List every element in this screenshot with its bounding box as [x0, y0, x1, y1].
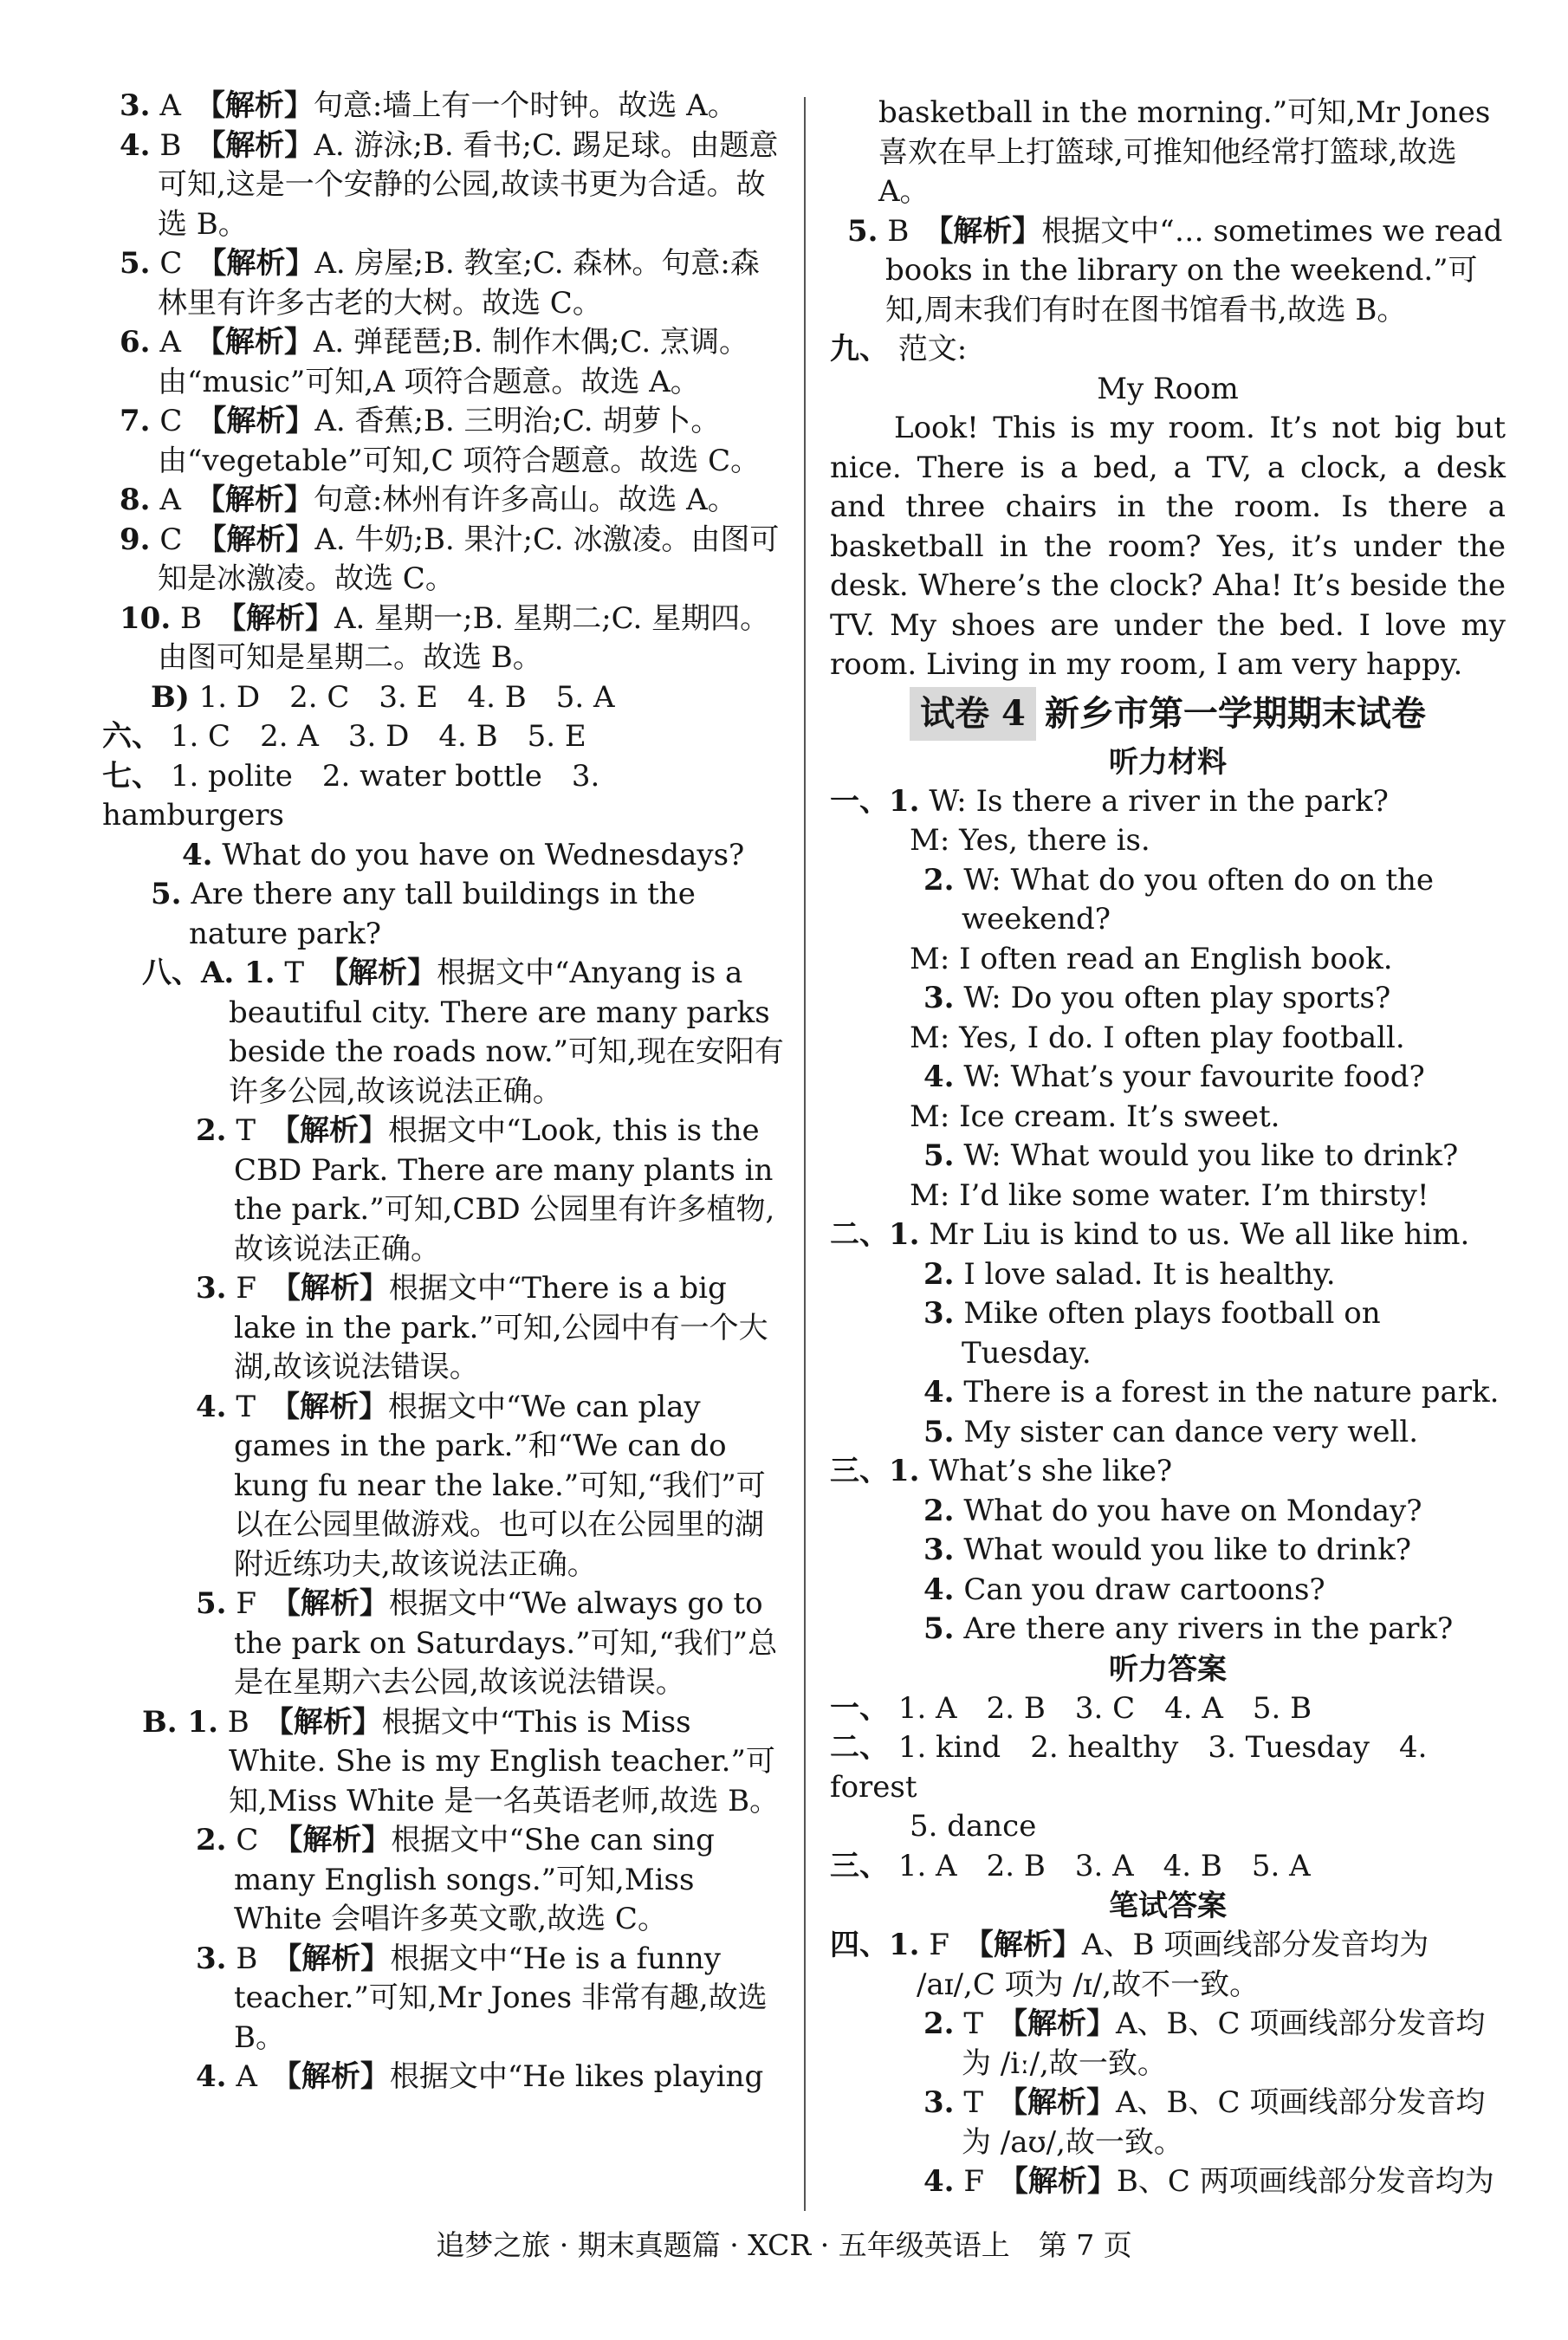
item-text: 1. A 2. B 3. A 4. B 5. A [897, 1848, 1311, 1883]
item-text: A、B、C 项画线部分发音均为 /aʊ/,故一致。 [962, 2085, 1486, 2160]
left-item [102, 1821, 787, 1940]
item-number: 4. [196, 2059, 227, 2094]
listening-item [830, 1373, 1506, 1413]
item-answer: T [236, 1389, 256, 1424]
listening-item [830, 1176, 1506, 1216]
item-number: B. 1. [142, 1704, 218, 1740]
item-text: A. 香蕉;B. 三明治;C. 胡萝卜。由“vegetable”可知,C 项符合题意。故选 C。 [158, 404, 761, 478]
item-number: 九、 [830, 332, 889, 366]
listening-item [830, 979, 1506, 1019]
left-item [102, 1703, 787, 1822]
left-item [102, 521, 787, 600]
item-number: 六、 [102, 719, 161, 754]
item-text: 1. D 2. C 3. E 4. B 5. A [198, 679, 615, 715]
item-analysis-tag: 【解析】 [211, 404, 315, 438]
item-number: 二、1. [830, 1217, 920, 1252]
item-text: 根据文中“We can play games in the park.”和“We can do kung fu near the lake.”可知,“我们”可以在公园里做游戏。也可以在公园里的湖附近练功夫,故该说法正确。 [234, 1389, 766, 1582]
item-text: 句意:墙上有一个时钟。故选 A。 [313, 88, 737, 123]
item-number: 3. [923, 981, 955, 1015]
item-text: There is a forest in the nature park. [963, 1375, 1500, 1410]
item-answer: T [963, 2006, 983, 2041]
item-analysis-tag: 【解析】 [286, 2059, 390, 2094]
test4-title [830, 687, 1506, 741]
item-text: 句意:林州有许多高山。故选 A。 [313, 483, 737, 517]
item-analysis-tag: 【解析】 [230, 600, 334, 636]
right-item [830, 330, 1506, 370]
item-analysis-tag: 【解析】 [210, 483, 314, 517]
item-number: 3. [923, 1533, 955, 1567]
item-text: 1. C 2. A 3. D 4. B 5. E [170, 719, 586, 754]
item-analysis-tag: 【解析】 [278, 1704, 382, 1740]
item-text: basketball in the morning.”可知,Mr Jones 喜欢在早上打篮球,可推知他经常打篮球,故选 A。 [878, 95, 1491, 209]
left-item [102, 1269, 787, 1388]
item-number: 4. [923, 1375, 955, 1410]
item-text: A、B 项画线部分发音均为 /aɪ/,C 项为 /ɪ/,故不一致。 [917, 1928, 1429, 2002]
listening-item [830, 821, 1506, 861]
item-number: 5. [923, 1138, 955, 1173]
item-answer: B [179, 600, 202, 636]
item-analysis-tag: 【解析】 [938, 213, 1042, 249]
item-answer: C [159, 522, 183, 557]
item-text: 1. kind 2. healthy 3. Tuesday 4. forest [830, 1730, 1428, 1805]
item-text: Are there any rivers in the park? [963, 1611, 1454, 1646]
item-answer: B [227, 1704, 249, 1740]
listening-item [830, 1452, 1506, 1492]
listening-item [830, 1571, 1506, 1611]
test4-mark: 试卷 4 [910, 687, 1036, 741]
item-number: 8. [120, 483, 151, 517]
item-number: 3. [196, 1941, 227, 1976]
item-answer: F [963, 2164, 984, 2199]
item-text: W: Do you often play sports? [963, 981, 1391, 1015]
item-number: 四、1. [830, 1928, 920, 1962]
item-number: 5. [120, 246, 151, 281]
item-text: 根据文中“… sometimes we read books in the library on the weekend.”可知,周末我们有时在图书馆看书,故选 B。 [885, 213, 1503, 327]
left-item [102, 954, 787, 1112]
item-number: 5. [847, 213, 878, 249]
listening-item [830, 1215, 1506, 1255]
item-text: Mr Liu is kind to us. We all like him. [929, 1217, 1470, 1252]
left-item [102, 402, 787, 481]
item-number: 5. [923, 1611, 955, 1646]
item-answer: C [159, 246, 183, 281]
item-text: M: I often read an English book. [910, 941, 1393, 976]
item-text: My sister can dance very well. [963, 1414, 1419, 1449]
right-item [830, 94, 1506, 212]
item-number: 2. [923, 2006, 955, 2041]
listening-item [830, 1058, 1506, 1098]
item-answer: A [236, 2059, 257, 2094]
item-analysis-tag: 【解析】 [287, 1941, 391, 1976]
listening-answer-item [830, 1807, 1506, 1847]
item-text: A. 牛奶;B. 果汁;C. 冰激凌。由图可知是冰激凌。故选 C。 [158, 522, 780, 596]
item-number: 3. [923, 1296, 955, 1331]
item-number: 一、1. [830, 783, 920, 819]
written-answer-item [830, 2162, 1506, 2202]
item-answer: C [236, 1823, 259, 1857]
item-number: 5. [151, 877, 182, 911]
item-number: 7. [120, 404, 151, 438]
item-analysis-tag: 【解析】 [211, 127, 314, 163]
left-item [102, 678, 787, 718]
item-analysis-tag: 【解析】 [210, 325, 314, 360]
item-answer: A [159, 88, 181, 123]
left-item [102, 1940, 787, 2058]
item-text: What would you like to drink? [963, 1533, 1412, 1567]
item-text: M: I’d like some water. I’m thirsty! [910, 1177, 1429, 1213]
item-number: 三、1. [830, 1454, 920, 1488]
written-answer-item [830, 2005, 1506, 2084]
test4-title-text: 新乡市第一学期期末试卷 [1044, 692, 1426, 734]
item-analysis-tag: 【解析】 [288, 1823, 392, 1857]
item-analysis-tag: 【解析】 [1013, 2006, 1116, 2041]
item-number: 10. [120, 600, 172, 636]
left-item [102, 836, 787, 876]
item-text: 根据文中“There is a big lake in the park.”可知,公园中有一个大湖,故该说法错误。 [234, 1271, 768, 1384]
item-answer: T [284, 956, 305, 990]
listening-item [830, 940, 1506, 980]
item-analysis-tag: 【解析】 [1013, 2085, 1116, 2120]
item-number: 4. [923, 2164, 955, 2199]
item-number: 4. [923, 1060, 955, 1094]
item-text: 根据文中“This is Miss White. She is my English teacher.”可知,Miss White 是一名英语老师,故选 B。 [229, 1704, 780, 1818]
item-text: 根据文中“He is a funny teacher.”可知,Mr Jones 非常有趣,故选 B。 [234, 1941, 768, 2055]
item-text: B、C 两项画线部分发音均为 [1116, 2164, 1494, 2199]
listening-answer-item [830, 1847, 1506, 1887]
left-item [102, 1112, 787, 1269]
item-text: W: What would you like to drink? [963, 1138, 1459, 1173]
listening-item [830, 1492, 1506, 1532]
item-answer: F [236, 1271, 256, 1306]
item-text: 1. A 2. B 3. C 4. A 5. B [897, 1690, 1312, 1726]
listening-material-heading: 听力材料 [1109, 744, 1227, 780]
left-item [102, 126, 787, 245]
left-item [102, 323, 787, 402]
item-text: W: What’s your favourite food? [963, 1060, 1425, 1094]
listening-item [830, 782, 1506, 822]
item-number: 2. [196, 1113, 227, 1148]
left-item [102, 2058, 787, 2097]
right-column [830, 94, 1506, 2202]
item-number: 2. [923, 1493, 955, 1528]
item-text: 根据文中“We always go to the park on Saturdays.”可知,“我们”总是在星期六去公园,故该说法错误。 [234, 1586, 778, 1700]
item-analysis-tag: 【解析】 [978, 1928, 1082, 1962]
item-text: W: Is there a river in the park? [929, 783, 1389, 819]
item-text: A. 弹琵琶;B. 制作木偶;C. 烹调。由“music”可知,A 项符合题意。故选 A。 [158, 325, 748, 399]
item-number: B) [151, 679, 190, 715]
right-item [830, 212, 1506, 331]
item-text: I love salad. It is healthy. [963, 1256, 1336, 1292]
item-number: 2. [196, 1823, 227, 1857]
item-text: What’s she like? [929, 1454, 1173, 1488]
item-analysis-tag: 【解析】 [211, 522, 315, 557]
item-answer: A [159, 483, 181, 517]
left-item [102, 1388, 787, 1585]
item-answer: F [236, 1586, 256, 1621]
item-analysis-tag: 【解析】 [285, 1271, 389, 1306]
item-text: A. 游泳;B. 看书;C. 踢足球。由题意可知,这是一个安静的公园,故读书更为合适。故选 B。 [158, 127, 779, 242]
item-text: A、B、C 项画线部分发音均为 /iː/,故一致。 [962, 2006, 1486, 2081]
item-text: M: Ice cream. It’s sweet. [910, 1099, 1280, 1134]
item-analysis-tag: 【解析】 [211, 246, 315, 281]
page-footer: 追梦之旅 · 期末真题篇 · XCR · 五年级英语上 第 7 页 [436, 2228, 1132, 2262]
item-text: 根据文中“Look, this is the CBD Park. There are many plants in the park.”可知,CBD 公园里有许多植物,故该说法正确。 [234, 1113, 775, 1267]
item-text: 范文: [897, 332, 968, 366]
listening-answer-item [830, 1728, 1506, 1807]
item-answer: F [929, 1928, 949, 1962]
item-answer: B [159, 127, 182, 163]
item-number: 2. [923, 862, 955, 898]
item-analysis-tag: 【解析】 [285, 1389, 388, 1424]
item-analysis-tag: 【解析】 [334, 956, 437, 990]
written-answer-item [830, 2084, 1506, 2162]
item-answer: T [236, 1113, 256, 1148]
item-analysis-tag: 【解析】 [285, 1113, 388, 1148]
listening-item [830, 1610, 1506, 1650]
item-number: 七、 [102, 758, 161, 794]
item-text: M: Yes, there is. [910, 823, 1150, 858]
item-number: 八、A. 1. [142, 956, 275, 990]
essay-title: My Room [1097, 371, 1239, 406]
item-number: 二、 [830, 1730, 889, 1765]
written-answers-heading: 笔试答案 [1109, 1889, 1227, 1923]
item-text: What do you have on Wednesdays? [222, 837, 745, 872]
item-number: 4. [923, 1572, 955, 1607]
item-answer: C [159, 404, 183, 438]
left-item [102, 875, 787, 954]
listening-item [830, 1137, 1506, 1176]
item-answer: B [887, 213, 910, 249]
column-divider [804, 97, 806, 2211]
item-analysis-tag: 【解析】 [1013, 2164, 1117, 2199]
item-text: A. 星期一;B. 星期二;C. 星期四。由图可知是星期二。故选 B。 [158, 600, 770, 675]
item-number: 三、 [830, 1848, 889, 1883]
listening-item [830, 1255, 1506, 1295]
item-text: 根据文中“He likes playing [389, 2059, 764, 2094]
item-answer: A [159, 325, 181, 360]
item-text: M: Yes, I do. I often play football. [910, 1020, 1405, 1055]
listening-item [830, 1413, 1506, 1453]
item-number: 5. [923, 1414, 955, 1449]
item-number: 3. [120, 88, 151, 123]
item-text: 根据文中“Anyang is a beautiful city. There are many parks beside the roads now.”可知,现在安阳有许多公园,故该说法正确。 [229, 956, 784, 1109]
listening-answers-heading: 听力答案 [1109, 1651, 1227, 1687]
listening-item [830, 1019, 1506, 1059]
item-number: 3. [923, 2085, 955, 2120]
item-number: 3. [196, 1271, 227, 1306]
item-analysis-tag: 【解析】 [210, 88, 314, 123]
essay-body: Look! This is my room. It’s not big but nice. There is a bed, a TV, a clock, a desk and three chairs in the room. Is there a basketball in the room? Yes, it’s under the desk. Where’s the clock? Aha! It’s beside the TV. My shoes are under the bed. I love my room. Living in my room, I am very happy. [830, 411, 1506, 682]
item-number: 2. [923, 1256, 955, 1292]
left-column [102, 87, 787, 2097]
left-item [102, 1585, 787, 1703]
item-number: 4. [196, 1389, 227, 1424]
written-answer-item [830, 1926, 1506, 2005]
item-number: 一、 [830, 1690, 889, 1726]
item-text: Mike often plays football on Tuesday. [962, 1296, 1381, 1371]
item-answer: T [963, 2085, 983, 2120]
item-number: 4. [120, 127, 151, 163]
left-item [102, 481, 787, 521]
item-text: 1. polite 2. water bottle 3. hamburgers [102, 758, 600, 833]
listening-item [830, 861, 1506, 940]
left-item [102, 757, 787, 836]
item-number: 6. [120, 325, 151, 360]
item-text: W: What do you often do on the weekend? [962, 862, 1435, 937]
item-text: Are there any tall buildings in the nature park? [189, 877, 696, 951]
listening-item [830, 1531, 1506, 1571]
left-item [102, 87, 787, 126]
item-number: 9. [120, 522, 151, 557]
left-item [102, 717, 787, 757]
item-text: What do you have on Monday? [963, 1493, 1422, 1528]
item-answer: B [236, 1941, 258, 1976]
left-item [102, 600, 787, 678]
listening-item [830, 1098, 1506, 1138]
item-number: 4. [182, 837, 213, 872]
item-text: A. 房屋;B. 教室;C. 森林。句意:森林里有许多古老的大树。故选 C。 [158, 246, 760, 321]
listening-answer-item [830, 1689, 1506, 1729]
item-text: 5. dance [910, 1809, 1037, 1844]
left-item [102, 244, 787, 323]
item-text: Can you draw cartoons? [963, 1572, 1325, 1607]
listening-item [830, 1294, 1506, 1373]
item-text: 根据文中“She can sing many English songs.”可知,Miss White 会唱许多英文歌,故选 C。 [234, 1823, 715, 1936]
item-number: 5. [196, 1586, 227, 1621]
item-analysis-tag: 【解析】 [285, 1586, 389, 1621]
